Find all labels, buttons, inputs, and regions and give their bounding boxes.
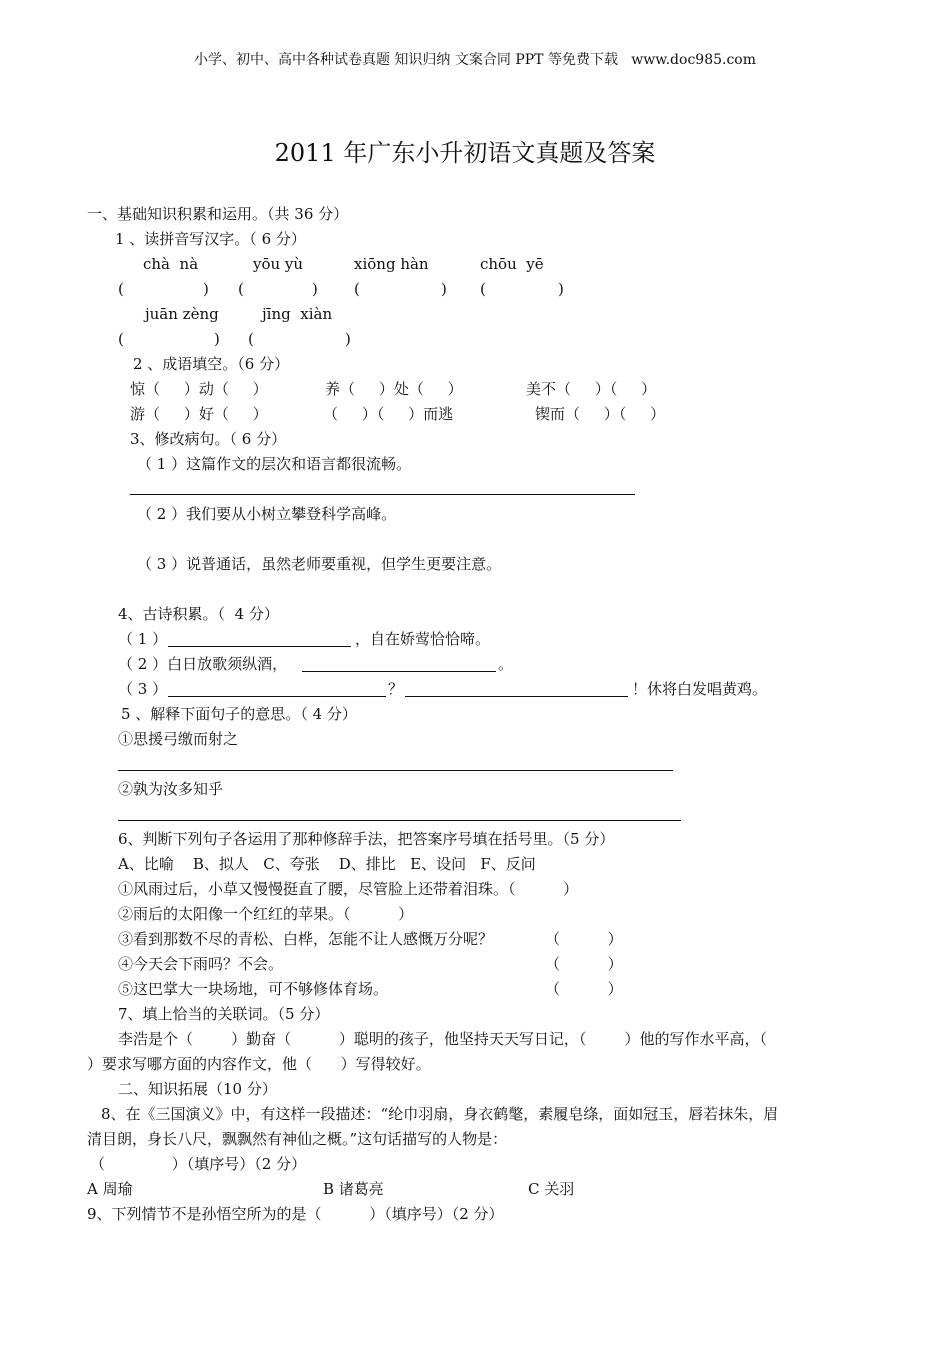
q6-item-4: ④今天会下雨吗？不会。: [118, 955, 284, 973]
q4-item-1-blank: [168, 646, 351, 647]
q4-item-3-blank-1: [168, 696, 386, 697]
q1-blank-1-open: (: [118, 280, 124, 298]
q4-item-3-blank-2: [405, 696, 628, 697]
q2-idiom-5: （ ）（ ）而逃: [323, 405, 454, 423]
q2-idiom-4: 游（ ）好（ ）: [130, 405, 268, 423]
section-1-heading: 一、基础知识积累和运用。（共 36 分）: [87, 205, 349, 223]
q8-line-2: 清目朗，身长八尺，飘飘然有神仙之概。”这句话描写的人物是：: [87, 1130, 508, 1148]
q8-option-a: A 周瑜: [87, 1180, 133, 1198]
q4-title: 4、古诗积累。（ 4 分）: [118, 605, 279, 623]
q1-blank-5-close: ): [214, 330, 220, 348]
q1-pinyin-4: chōu yē: [480, 255, 544, 273]
q1-title: 1 、读拼音写汉字。（ 6 分）: [115, 230, 306, 248]
q1-blank-2-close: ): [312, 280, 318, 298]
q1-blank-3-close: ): [441, 280, 447, 298]
q3-title: 3、修改病句。（ 6 分）: [130, 430, 287, 448]
q8-line-1: 8、在《三国演义》中，有这样一段描述：“纶巾羽扇，身衣鹤氅，素履皂绦，面如冠玉，唇若抹朱，眉: [101, 1105, 779, 1123]
q7-line-2: ）要求写哪方面的内容作文，他（ ）写得较好。: [87, 1055, 431, 1073]
q6-item-2: ②雨后的太阳像一个红红的苹果。（ ）: [118, 905, 414, 923]
q4-item-2-after: 。: [498, 655, 514, 673]
q8-option-c: C 关羽: [528, 1180, 575, 1198]
q8-option-b: B 诸葛亮: [323, 1180, 384, 1198]
q6-item-5: ⑤这巴掌大一块场地，可不够修体育场。: [118, 980, 389, 998]
q6-title: 6、判断下列句子各运用了那种修辞手法，把答案序号填在括号里。（5 分）: [118, 830, 615, 848]
q5-answer-line-1: [118, 770, 673, 771]
q1-blank-5-open: (: [118, 330, 124, 348]
q1-pinyin-5: juān zèng: [145, 305, 219, 323]
q4-item-1-after: ，自在娇莺恰恰啼。: [355, 630, 491, 648]
q2-idiom-6: 锲而（ ）（ ）: [535, 405, 666, 423]
q6-options: A、比喻 B、拟人 C、夸张 D、排比 E、设问 F、反问: [118, 855, 536, 873]
q1-blank-6-open: (: [248, 330, 254, 348]
q5-answer-line-2: [118, 820, 681, 821]
q1-pinyin-6: jīng xiàn: [262, 305, 333, 323]
q1-pinyin-3: xiōng hàn: [354, 255, 429, 273]
q5-item-1: ①思援弓缴而射之: [118, 730, 239, 748]
header-banner: 小学、初中、高中各种试卷真题 知识归纳 文案合同 PPT 等免费下载 www.doc985.com: [193, 52, 756, 68]
q1-blank-2-open: (: [238, 280, 244, 298]
q6-item-5-blank: （ ）: [545, 980, 623, 998]
q6-item-3-blank: （ ）: [545, 930, 623, 948]
page-title: 2011 年广东小升初语文真题及答案: [274, 139, 656, 167]
q7-title: 7、填上恰当的关联词。（5 分）: [118, 1005, 330, 1023]
q6-item-1: ①风雨过后，小草又慢慢挺直了腰，尽管脸上还带着泪珠。（ ）: [118, 880, 579, 898]
q1-blank-4-close: ): [558, 280, 564, 298]
q2-idiom-3: 美不（ ）（ ）: [526, 380, 657, 398]
q2-title: 2 、成语填空。（6 分）: [133, 355, 290, 373]
q4-item-3-label: （ 3 ）: [118, 680, 168, 698]
q3-item-2: （ 2 ）我们要从小树立攀登科学高峰。: [137, 505, 397, 523]
q4-item-2-label: （ 2 ）白日放歌须纵酒，: [118, 655, 288, 673]
q4-item-3-after: ！休将白发唱黄鸡。: [632, 680, 768, 698]
q3-item-1: （ 1 ）这篇作文的层次和语言都很流畅。: [137, 455, 412, 473]
q4-item-3-mid: ？: [388, 680, 404, 698]
q2-idiom-1: 惊（ ）动（ ）: [130, 380, 268, 398]
section-2-heading: 二、知识拓展（10 分）: [118, 1080, 277, 1098]
q1-blank-4-open: (: [480, 280, 486, 298]
q8-answer: （ ）（填序号）（2 分）: [90, 1155, 307, 1173]
q2-idiom-2: 养（ ）处（ ）: [325, 380, 463, 398]
q4-item-2-blank: [302, 671, 496, 672]
q3-answer-line-1: [130, 494, 635, 495]
q5-title: 5 、解释下面句子的意思。（ 4 分）: [121, 705, 357, 723]
q1-blank-3-open: (: [354, 280, 360, 298]
q1-blank-6-close: ): [345, 330, 351, 348]
q7-line-1: 李浩是个（ ）勤奋（ ）聪明的孩子，他坚持天天写日记，（ ）他的写作水平高，（: [118, 1030, 767, 1048]
q5-item-2: ②孰为汝多知乎: [118, 780, 224, 798]
q6-item-4-blank: （ ）: [545, 955, 623, 973]
q4-item-1-label: （ 1 ）: [118, 630, 168, 648]
q1-pinyin-2: yōu yù: [253, 255, 304, 273]
q1-blank-1-close: ): [203, 280, 209, 298]
q9-text: 9、下列情节不是孙悟空所为的是（ ）（填序号）（2 分）: [87, 1205, 504, 1223]
q1-pinyin-1: chà nà: [143, 255, 199, 273]
q3-item-3: （ 3 ）说普通话，虽然老师要重视，但学生更要注意。: [137, 555, 502, 573]
q6-item-3: ③看到那数不尽的青松、白桦，怎能不让人感慨万分呢？: [118, 930, 494, 948]
